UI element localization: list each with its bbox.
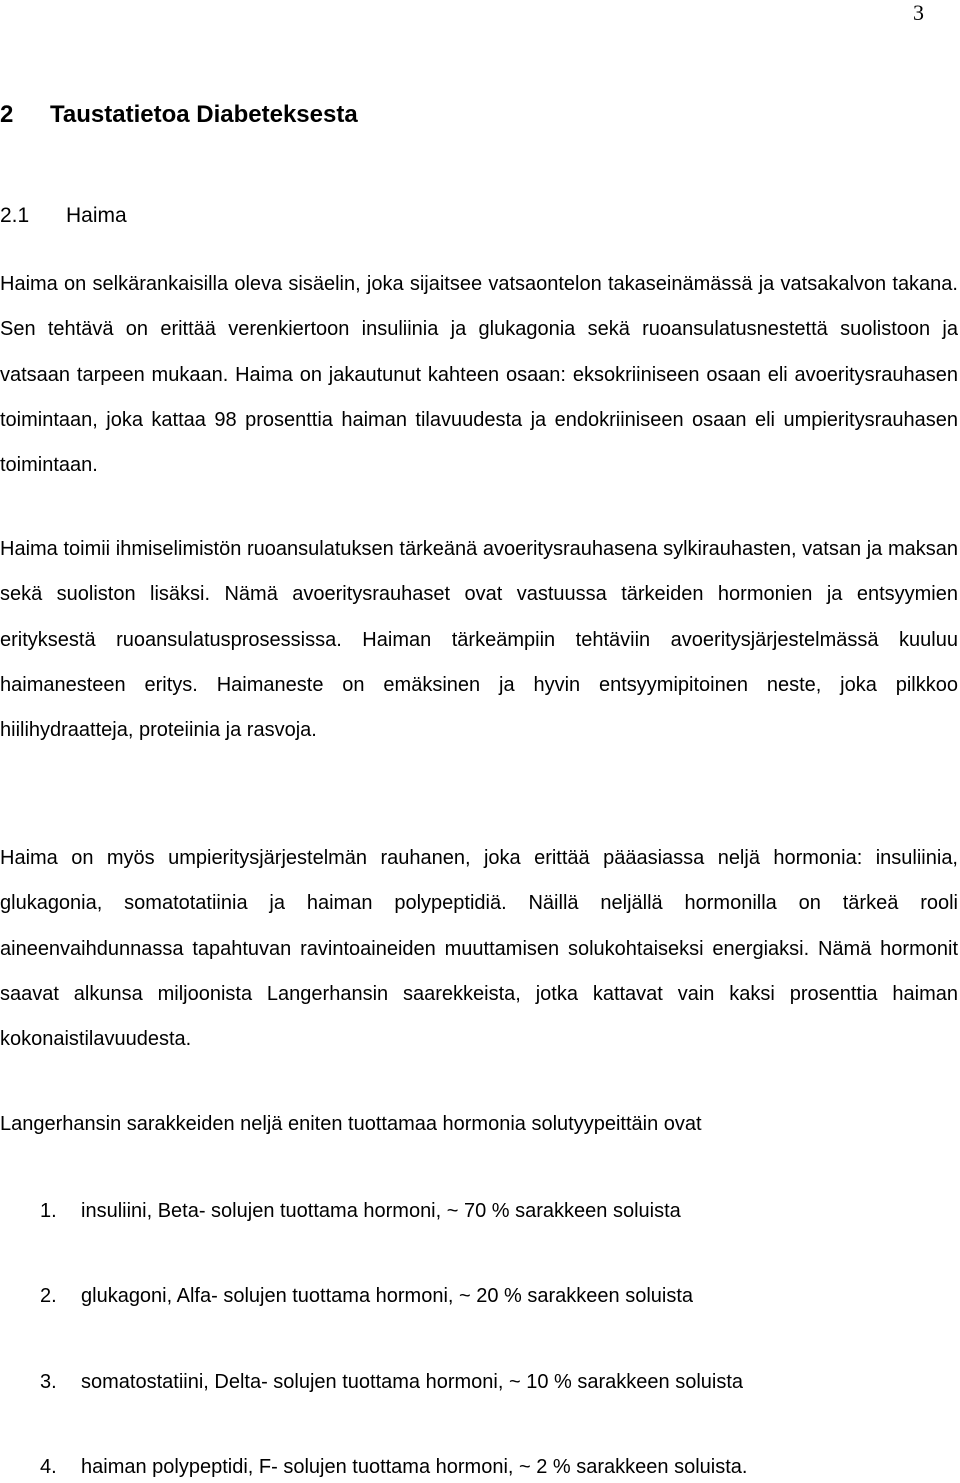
chapter-title: Taustatietoa Diabeteksesta [50,101,358,128]
list-item-text: glukagoni, Alfa- solujen tuottama hormoni, ~ 20 % sarakkeen soluista [81,1285,694,1307]
section-number: 2.1 [0,204,30,227]
paragraph: Langerhansin sarakkeiden neljä eniten tuottamaa hormonia solutyypeittäin ovat [0,1113,702,1135]
list-item [40,1282,693,1310]
list-item [40,1368,743,1396]
list-item-text: somatostatiini, Delta- solujen tuottama hormoni, ~ 10 % sarakkeen soluista [81,1371,744,1393]
list-item [40,1453,747,1481]
paragraph: Haima toimii ihmiselimistön ruoansulatuksen tärkeänä avoeritysrauhasena sylkirauhasten, vatsan ja maksan sekä suoliston lisäksi. Nämä avoeritysrauhaset ovat vastuussa tärkeiden hormonien ja entsyymien erityksestä ruoansulatusprosessissa. Haiman tärkeämpiin tehtäviin avoeritysjärjestelmässä kuuluu haimanesteen eritys. Haimaneste on emäksinen ja hyvin entsyymipitoinen neste, joka pilkkoo hiilihydraatteja, proteiinia ja rasvoja. [0,538,958,742]
list-item [40,1197,681,1225]
paragraph: Haima on myös umpieritysjärjestelmän rauhanen, joka erittää pääasiassa neljä hormonia: insuliinia, glukagonia, somatotatiinia ja haiman polypeptidiä. Näillä neljällä hormonilla on tärkeä rooli aineenvaihdunnassa tapahtuvan ravintoaineiden muuttamisen solukohtaiseksi energiaksi. Nämä hormonit saavat alkunsa miljoonista Langerhansin saarekkeista, jotka kattavat vain kaksi prosenttia haiman kokonaistilavuudesta. [0,847,958,1051]
chapter-heading [0,100,358,130]
section-heading [0,202,127,230]
list-item-text: insuliini, Beta- solujen tuottama hormoni, ~ 70 % sarakkeen soluista [81,1200,681,1222]
list-item-number: 3. [40,1371,57,1393]
section-title: Haima [66,204,127,227]
page-number: 3 [913,0,924,25]
list-item-number: 1. [40,1200,57,1222]
list-item-number: 2. [40,1285,57,1307]
chapter-number: 2 [0,101,14,128]
list-item-text: haiman polypeptidi, F- solujen tuottama hormoni, ~ 2 % sarakkeen soluista. [81,1456,748,1478]
list-item-number: 4. [40,1456,57,1478]
paragraph: Haima on selkärankaisilla oleva sisäelin, joka sijaitsee vatsaontelon takaseinämässä ja vatsakalvon takana. Sen tehtävä on erittää verenkiertoon insuliinia ja glukagonia sekä ruoansulatusnestettä suolistoon ja vatsaan tarpeen mukaan. Haima on jakautunut kahteen osaan: eksokriiniseen osaan eli avoeritysrauhasen toimintaan, joka kattaa 98 prosenttia haiman tilavuudesta ja endokriiniseen osaan eli umpieritysrauhasen toimintaan. [0,273,958,477]
